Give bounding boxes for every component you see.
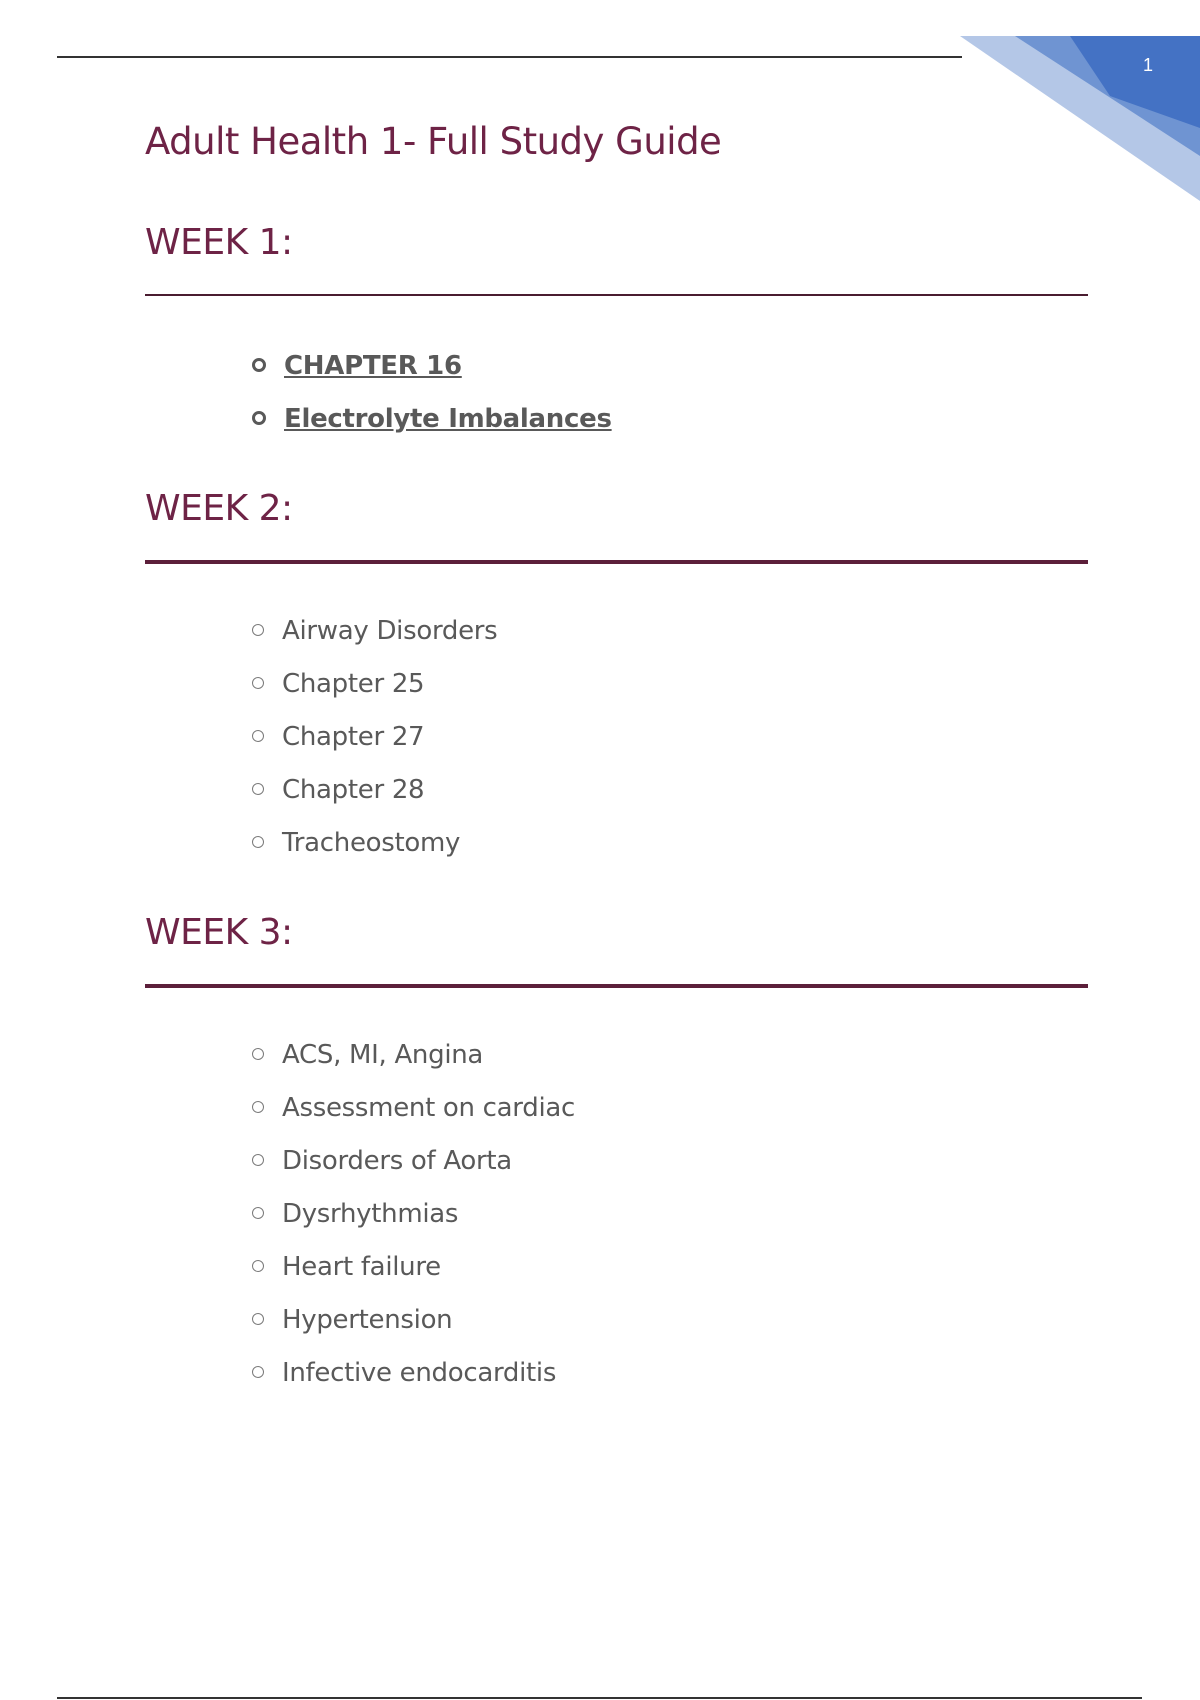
topic-label: Chapter 28 <box>282 775 425 805</box>
topic-label: CHAPTER 16 <box>284 351 462 381</box>
corner-decoration <box>960 36 1200 201</box>
list-item <box>252 1358 575 1411</box>
list-item <box>252 775 497 828</box>
topic-label: Hypertension <box>282 1305 453 1335</box>
week-1-topic-list <box>252 351 612 457</box>
footer-rule <box>57 1697 1142 1699</box>
topic-label: Airway Disorders <box>282 616 498 646</box>
page-title: Adult Health 1- Full Study Guide <box>145 120 722 163</box>
topic-label: Tracheostomy <box>282 828 461 858</box>
week-1-rule <box>145 294 1088 296</box>
topic-label: Infective endocarditis <box>282 1358 557 1388</box>
topic-label: Heart failure <box>282 1252 441 1282</box>
circle-bullet-icon <box>252 1101 264 1113</box>
list-item[interactable] <box>252 351 612 404</box>
topic-label: Chapter 25 <box>282 669 425 699</box>
topic-label: Chapter 27 <box>282 722 425 752</box>
circle-bullet-icon <box>252 1154 264 1166</box>
topic-label: Disorders of Aorta <box>282 1146 512 1176</box>
topic-label: Electrolyte Imbalances <box>284 404 612 434</box>
circle-bullet-icon <box>252 836 264 848</box>
page-number: 1 <box>1142 55 1153 75</box>
circle-bullet-icon <box>252 1260 264 1272</box>
list-item <box>252 616 497 669</box>
week-1-heading: WEEK 1: <box>145 222 293 263</box>
week-3-rule <box>145 984 1088 988</box>
week-3-topic-list <box>252 1040 575 1411</box>
circle-bullet-icon <box>252 1048 264 1060</box>
circle-bullet-icon <box>252 677 264 689</box>
circle-bullet-icon <box>252 730 264 742</box>
list-item <box>252 1093 575 1146</box>
circle-bullet-icon <box>252 1207 264 1219</box>
circle-bullet-icon <box>252 1366 264 1378</box>
list-item <box>252 722 497 775</box>
list-item[interactable] <box>252 404 612 457</box>
list-item <box>252 828 497 881</box>
circle-bullet-icon <box>252 624 264 636</box>
list-item <box>252 1305 575 1358</box>
list-item <box>252 1146 575 1199</box>
list-item <box>252 1199 575 1252</box>
topic-label: Dysrhythmias <box>282 1199 459 1229</box>
week-2-topic-list <box>252 616 497 881</box>
topic-label: ACS, MI, Angina <box>282 1040 484 1070</box>
circle-bullet-icon <box>252 411 266 425</box>
week-2-rule <box>145 560 1088 564</box>
topic-label: Assessment on cardiac <box>282 1093 575 1123</box>
list-item <box>252 1252 575 1305</box>
circle-bullet-icon <box>252 1313 264 1325</box>
week-3-heading: WEEK 3: <box>145 912 293 953</box>
circle-bullet-icon <box>252 783 264 795</box>
week-2-heading: WEEK 2: <box>145 488 293 529</box>
list-item <box>252 669 497 722</box>
circle-bullet-icon <box>252 358 266 372</box>
header-rule <box>57 56 962 58</box>
list-item <box>252 1040 575 1093</box>
